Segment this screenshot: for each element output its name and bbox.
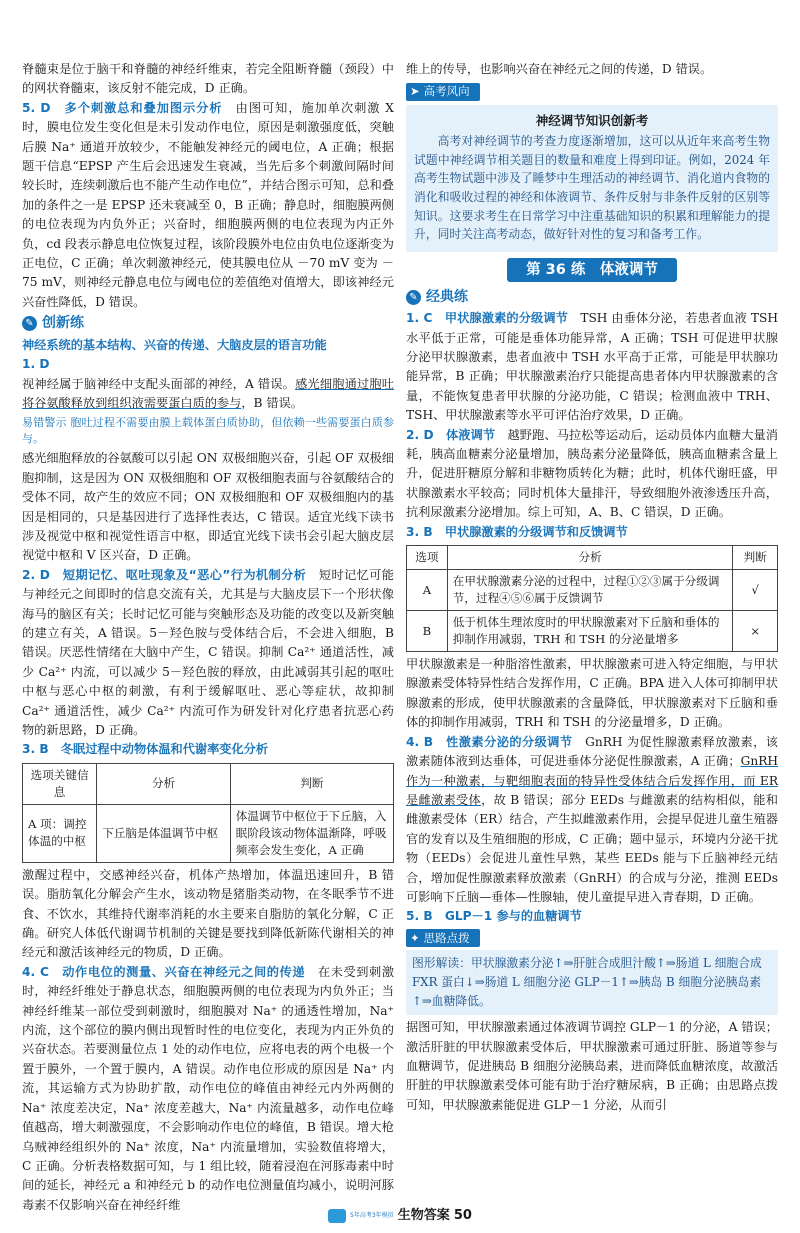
table-header-option: 选项	[407, 546, 448, 570]
answer-r2-heading: 2. D 体液调节	[406, 427, 496, 442]
table-header-judgement: 判断	[230, 763, 393, 804]
exam-trend-tag	[406, 83, 480, 101]
answer-r4-text-b: ，故 B 错误；部分 EEDs 与雌激素的结构相似，能和雌激素受体（ER）结合，产生拟雌激素作用，会提早促进儿童生殖器官的发育以及生殖细胞的形成，C 正确；题中显示，环境内分泌干扰物（EEDs）会促进儿童性早熟，某些 EEDs 能与下丘脑神经元结合，增加促性腺激素释放激素（GnRH）的合成与分泌，推测 EEDs 可影响下丘脑—垂体—性腺轴，使儿童提早进入青春期，D 正确。	[406, 792, 778, 904]
answer-1-text-b: ，B 错误。	[241, 395, 303, 410]
para-continued: 维上的传导，也影响兴奋在神经元之间的传递，D 错误。	[406, 62, 713, 76]
table-cell-option: B	[407, 611, 448, 652]
table-cell-judgement: ×	[733, 611, 778, 652]
page-footer	[0, 1204, 800, 1223]
answer-4-body: 在未受到刺激时，神经纤维处于静息状态，细胞膜两侧的电位表现为内负外正；当神经纤维某一部位受到刺激时，细胞膜对 Na⁺ 的通透性增加，Na⁺ 内流，这个部位的膜内侧出现暂时性的电位变化，表现为内正外负的兴奋状态。若要测量位点 1 处的动作电位，应将电表的两个电极一个置于膜外，一个置于膜内，A 错误。动作电位形成的原因是 Na⁺ 内流，其运输方式为协助扩散，动作电位的峰值由神经元内外两侧的 Na⁺ 浓度差决定，Na⁺ 浓度差越大，Na⁺ 内流量越多，动作电位峰值越高，增大刺激强度，不会影响动作电位的峰值，B 错误。增大枪乌贼神经组织外的 Na⁺ 浓度，Na⁺ 内流量增加，实验数值将增大，C 正确。分析表格数据可知，与 1 组比较，随着浸泡在河豚毒素中时间的延长，神经元 a 和神经元 b 的动作电位测量值均减小，说明河豚毒素不仅影响兴奋在神经纤维	[22, 964, 395, 1212]
lesson-banner: 第 36 练 体液调节	[507, 258, 677, 282]
answer-r1	[406, 309, 778, 425]
answer-r4-heading: 4. B 性激素分泌的分级调节	[406, 734, 573, 749]
thyroid-table	[406, 545, 778, 652]
answer-r4	[406, 733, 778, 908]
answer-1-label: 1. D	[22, 357, 50, 372]
answer-1-text-a: 视神经属于脑神经中支配头面部的神经，A 错误。	[22, 376, 296, 391]
exam-trend-box	[406, 105, 778, 252]
book-logo-icon	[328, 1209, 346, 1223]
table-header-analysis: 分析	[97, 763, 231, 804]
right-column	[406, 60, 778, 1115]
pen-icon: ✎	[406, 290, 421, 305]
page-number: 50	[453, 1208, 472, 1223]
answer-3-body: 激醒过程中，交感神经兴奋，机体产热增加，体温迅速回升，B 错误。脂肪氧化分解会产生水，该动物是猪脂类动物，在冬眠季节不进食、不饮水，其维持代谢率消耗的水主要来自脂肪的氧化分解，C 正确。研究人体低代谢调节机制的关键是要找到降低新陈代谢相关的神经元和激活该神经元的物质，D 正确。	[22, 867, 394, 960]
table-cell-option: A 项：调控体温的中枢	[23, 804, 97, 862]
left-column	[22, 60, 394, 1215]
answer-r3-body: 甲状腺激素是一种脂溶性激素，甲状腺激素可进入特定细胞，与甲状腺激素受体特异性结合发挥作用，C 正确。BPA 进入人体可抑制甲状腺激素的形成，使甲状腺激素的含量降低，甲状腺激素对下丘脑和垂体的抑制作用减弱，TRH 和 TSH 的分泌量增多，D 正确。	[406, 657, 778, 730]
lightbulb-icon: ✦	[410, 930, 420, 945]
answer-r5-heading: 5. B GLP－1 参与的血糖调节	[406, 909, 582, 924]
answer-3-heading: 3. B 冬眠过程中动物体温和代谢率变化分析	[22, 742, 269, 757]
exam-trend-text: 高考对神经调节的考查力度逐渐增加，这可以从近年来高考生物试题中神经调节相关题目的数量和难度上得到印证。例如，2024 年高考生物试题中涉及了睡梦中生理活动的神经调节、消化道内食物的消化和吸收过程的神经和体液调节、条件反射与非条件反射的区别等知识。这要求考生在日常学习中注重基础知识的积累和理解能力的提升，同时关注高考动态，做好针对性的复习和备考工作。	[414, 134, 770, 242]
table-cell-analysis: 下丘脑是体温调节中枢	[97, 804, 231, 862]
table-cell-judgement: √	[733, 570, 778, 611]
table-row	[23, 804, 394, 862]
footer-label: 生物答案	[397, 1208, 450, 1223]
answer-2	[22, 566, 394, 741]
answer-r2-body: 越野跑、马拉松等运动后，运动员体内血糖大量消耗，胰高血糖素分泌量增加，胰岛素分泌量降低，胰高血糖素含量上升，促进肝糖原分解和非糖物质转化为糖；此时，机体代谢旺盛，甲状腺激素水平较高；同时机体大量排汗，导致细胞外液渗透压升高，抗利尿激素分泌增加。综上可知，A、B、C 错误，D 正确。	[406, 427, 778, 520]
error-warning-note: 易错警示 胞吐过程不需要由膜上载体蛋白质协助，但依赖一些需要蛋白质参与。	[22, 416, 394, 446]
answer-5-heading: 5. D 多个刺激总和叠加图示分析	[22, 100, 223, 115]
table-row	[407, 611, 778, 652]
answer-1-topic: 神经系统的基本结构、兴奋的传递、大脑皮层的语言功能	[22, 337, 327, 352]
answer-5	[22, 99, 394, 312]
section-innovation-title: 创新练	[42, 315, 84, 332]
hibernation-table	[22, 763, 394, 863]
table-header-judgement: 判断	[733, 546, 778, 570]
table-row	[407, 570, 778, 611]
pen-icon: ✎	[22, 316, 37, 331]
section-classic	[406, 288, 778, 307]
answer-r1-body: TSH 由垂体分泌，若患者血液 TSH 水平低于正常，可能是垂体功能异常，A 正确；TSH 可促进甲状腺分泌甲状腺激素，患者血液中 TSH 水平高于正常，可能是甲状腺功能异常，B 正确；甲状腺激素治疗只能提高患者体内甲状腺激素的含量，不能恢复患者甲状腺的分泌功能，C 错误；检测血液中 TRH、TSH、甲状腺激素等水平可评估治疗效果，D 正确。	[406, 311, 778, 423]
hint-box: 图形解读：甲状腺激素分泌↑⇒肝脏合成胆汁酸↑⇒肠道 L 细胞合成 FXR 蛋白↓⇒肠道 L 细胞分泌 GLP－1↑⇒胰岛 B 细胞分泌胰岛素↑⇒血糖降低。	[406, 950, 778, 1015]
table-cell-analysis: 低于机体生理浓度时的甲状腺激素对下丘脑和垂体的抑制作用减弱，TRH 和 TSH 的分泌量增多	[447, 611, 733, 652]
answer-r3-heading: 3. B 甲状腺激素的分级调节和反馈调节	[406, 524, 628, 539]
exam-trend-title: 神经调节知识创新考	[535, 112, 649, 128]
table-cell-option: A	[407, 570, 448, 611]
answer-1	[22, 355, 394, 413]
para-spinal-tract: 脊髓束是位于脑干和脊髓的神经纤维束，若完全阻断脊髓（颈段）中的网状脊髓束，该反射不能完成，D 正确。	[22, 62, 394, 96]
answer-r5-body: 据图可知，甲状腺激素通过体液调节调控 GLP－1 的分泌，A 错误；激活肝脏的甲状腺激素受体后，甲状腺激素可通过肝脏、肠道等参与血糖调节，促进胰岛 B 细胞分泌胰岛素，进而降低血糖浓度，故激活肝脏的甲状腺激素受体可能有助于治疗糖尿病，B 正确；由思路点拨可知，甲状腺激素能促进 GLP－1 分泌，从而引	[406, 1020, 778, 1112]
exam-trend-label: 高考风向	[423, 84, 470, 99]
table-cell-analysis: 在甲状腺激素分泌的过程中，过程①②③属于分级调节，过程④⑤⑥属于反馈调节	[447, 570, 733, 611]
answer-r4-text-a: GnRH 为促性腺激素释放激素，该激素随体液到达垂体，可促进垂体分泌促性腺激素，A 正确；	[406, 734, 778, 769]
trend-arrow-icon: ➤	[410, 84, 420, 99]
answer-2-heading: 2. D 短期记忆、呕吐现象及“恶心”行为机制分析	[22, 567, 307, 582]
hint-tag-wrap	[406, 929, 778, 948]
answer-1-underlined: 感光细胞通过胞吐将谷氨酸释放到组织液需要蛋白质的参与	[22, 376, 394, 410]
answer-r1-heading: 1. C 甲状腺激素的分级调节	[406, 311, 568, 326]
answer-1-continued: 感光细胞释放的谷氨酸可以引起 ON 双极细胞兴奋，引起 OF 双极细胞抑制，这是因为 ON 双极细胞和 OF 双极细胞表面与谷氨酸结合的受体不同，故产生的效应不同；ON 双极细胞和 OF 双极细胞内的基因是相同的，只是基因进行了选择性表达，C 错误。适宜光线下读书涉及视觉中枢和视觉性语言中枢，即适宜光线下读书会引起大脑皮层视觉中枢和 V 区兴奋，D 正确。	[22, 451, 394, 563]
answer-2-body: 短时记忆可能与神经元之间即时的信息交流有关，尤其是与大脑皮层下一个形状像海马的脑区有关；长时记忆可能与突触形态及功能的改变以及新突触的建立有关，A 错误。5－羟色胺与受体结合后，不会进入细胞，B 错误。厌恶性情绪在大脑中产生，C 错误。抑制 Ca²⁺ 通道活性，减少 Ca²⁺ 内流，可以减少 5－羟色胺的释放，由此减弱其引起的呕吐中枢与恶心中枢的刺激，有利于缓解呕吐、恶心等症状，故抑制 Ca²⁺ 通道活性，减少 Ca²⁺ 内流可作为研发针对化疗患者抗恶心药物的新思路，D 正确。	[22, 567, 394, 737]
table-header-option: 选项关键信息	[23, 763, 97, 804]
hint-label: 思路点拨	[423, 930, 470, 945]
section-classic-title: 经典练	[426, 288, 468, 305]
answer-4-heading: 4. C 动作电位的测量、兴奋在神经元之间的传递	[22, 964, 306, 979]
section-innovation	[22, 314, 394, 333]
hint-tag	[406, 929, 480, 947]
table-header-analysis: 分析	[447, 546, 733, 570]
footer-brand: 5年高考3年模拟	[350, 1212, 394, 1219]
answer-r2	[406, 426, 778, 523]
answer-r4-underlined: GnRH 作为一种激素，与靶细胞表面的特异性受体结合后发挥作用，而 ER 是雌激素受体	[406, 754, 778, 807]
exam-trend-tag-wrap	[406, 82, 778, 101]
answer-5-body: 由图可知，施加单次刺激 X 时，膜电位发生变化但是未引发动作电位，原因是刺激强度低，突触后膜 Na⁺ 通道开放较少，不能触发神经元的阈电位，A 正确；根据题干信息“EPSP 产生后会迅速发生衰减，当先后多个刺激间隔时间较长时，连续刺激后也不能产生动作电位”，并结合图示可知，总和叠加的条件之一是 EPSP 还未衰减至 0，B 正确；静息时，细胞膜两侧的电位表现为内负外正；兴奋时，细胞膜两侧的电位表现为内正外负，cd 段表示静息电位恢复过程，该阶段膜外电位由负电位逐渐变为正电位，C 正确；单次刺激神经元，使其膜电位从 －70 mV 变为 －75 mV，则神经元静息电位与阈电位的差值绝对值增大，即该神经元兴奋性降低，D 错误。	[22, 100, 394, 309]
answer-4	[22, 963, 394, 1215]
table-cell-judgement: 体温调节中枢位于下丘脑，入眠阶段该动物体温渐降，呼吸频率会发生变化，A 正确	[230, 804, 393, 862]
